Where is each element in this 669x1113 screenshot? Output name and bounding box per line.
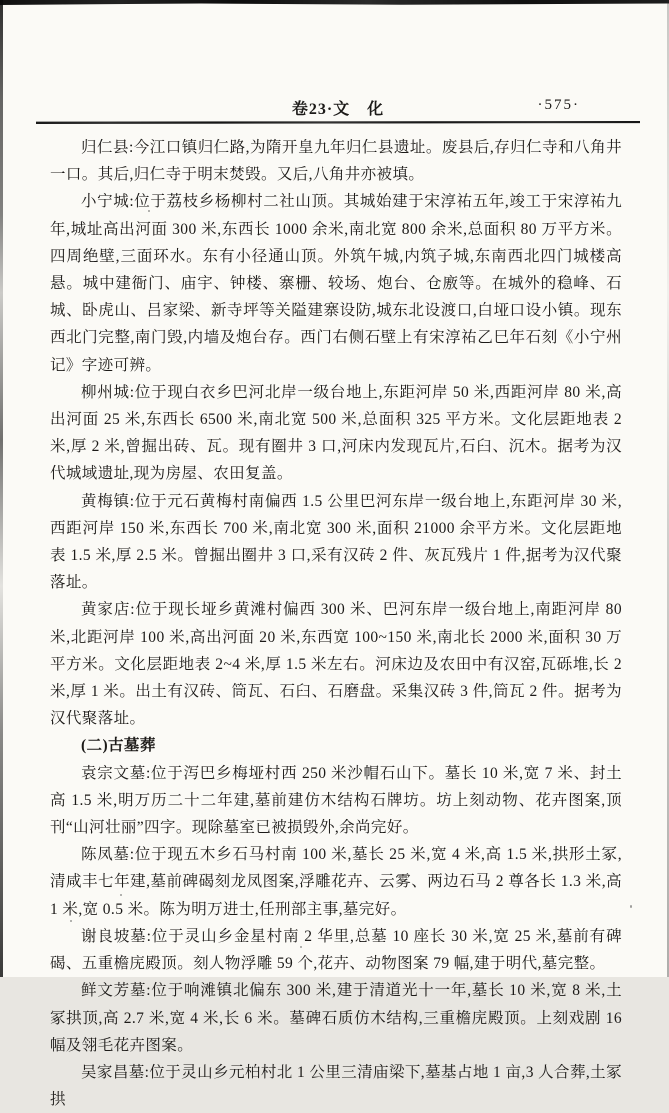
- header-rule: [36, 121, 640, 124]
- scan-speck: [630, 905, 632, 908]
- paragraph: 归仁县:今江口镇归仁路,为隋开皇九年归仁县遗址。废县后,存归仁寺和八角井一口。其后,归仁寺于明末焚毁。又后,八角井亦被填。: [50, 139, 622, 184]
- paragraph: 小宁城:位于荔枝乡杨柳村二社山顶。其城始建于宋淳祐五年,竣工于宋淳祐九年,城址高出河面 300 米,东西长 1000 余米,南北宽 800 余米,总面积 80 万平方米。四周绝壁,三面环水。东有小径通山顶。外筑午城,内筑子城,东南西北四门城楼高悬。城中建衙门、庙宇、钟楼、寨栅、较场、炮台、仓廒等。在城外的稳峰、石城、卧虎山、吕家梁、新寺坪等关隘建寨设防,城东北设渡口,白垭口设小镇。现东西北门完整,南门毁,内墙及炮台存。西门右侧石壁上有宋淳祐乙巳年石刻《小宁州记》字迹可辨。: [50, 193, 622, 374]
- scan-edge-left-artifact: [0, 0, 3, 977]
- paragraph: 鲜文芳墓:位于响滩镇北偏东 300 米,建于清道光十一年,墓长 10 米,宽 8 米,土冢拱顶,高 2.7 米,宽 4 米,长 6 米。墓碑石质仿木结构,三重檐庑殿顶。上刻戏剧 16 幅及翎毛花卉图案。: [50, 982, 622, 1054]
- paragraph: 谢良坡墓:位于灵山乡金星村南 2 华里,总墓 10 座长 30 米,宽 25 米,墓前有碑碣、五重檐庑殿顶。刻人物浮雕 59 个,花卉、动物图案 79 幅,建于明代,墓完整。: [50, 927, 622, 973]
- paragraph: 黄家店:位于现长垭乡黄滩村偏西 300 米、巴河东岸一级台地上,南距河岸 80 米,北距河岸 100 米,高出河面 20 米,东西宽 100~150 米,南北长 2000 米,面积 30 万平方米。文化层距地表 2~4 米,厚 1.5 米左右。河床边及农田中有汉窑,瓦砾堆,长 2 米,厚 1 米。出土有汉砖、筒瓦、石臼、石磨盘。采集汉砖 3 件,筒瓦 2 件。据考为汉代聚落址。: [50, 601, 622, 728]
- paragraph: 吴家昌墓:位于灵山乡元柏村北 1 公里三清庙梁下,墓基占地 1 亩,3 人合葬,土冢拱: [50, 1063, 622, 1109]
- section-subheading: (二)古墓葬: [81, 737, 156, 755]
- paragraph: 黄梅镇:位于元石黄梅村南偏西 1.5 公里巴河东岸一级台地上,东距河岸 30 米,西距河岸 150 米,东西长 700 米,南北宽 300 米,面积 21000 余平方米。文化层距地表 1.5 米,厚 2.5 米。曾掘出圈井 3 口,采有汉砖 2 件、灰瓦残片 1 件,据考为汉代聚落址。: [50, 492, 622, 592]
- paragraph: 袁宗文墓:位于泻巴乡梅垭村西 250 米沙帽石山下。墓长 10 米,宽 7 米、封土高 1.5 米,明万历二十二年建,墓前建仿木结构石牌坊。坊上刻动物、花卉图案,顶刊“山河壮丽”四字。现除墓室已被损毁外,余尚完好。: [50, 764, 622, 837]
- page-number: ·575·: [537, 97, 580, 113]
- running-header: [36, 96, 640, 120]
- paragraph: 柳州城:位于现白衣乡巴河北岸一级台地上,东距河岸 50 米,西距河岸 80 米,高出河面 25 米,东西长 6500 米,南北宽 500 米,总面积 325 平方米。文化层距地表 2 米,厚 2 米,曾掘出砖、瓦。现有圈井 3 口,河床内发现瓦片,石臼、沉木。据考为汉代城域遗址,现为房屋、农田复盖。: [50, 383, 622, 483]
- chapter-title: 卷23·文 化: [291, 101, 385, 118]
- scan-edge-top-artifact: [0, 0, 669, 5]
- paragraph: 陈凤墓:位于现五木乡石马村南 100 米,墓长 25 米,宽 4 米,高 1.5 米,拱形土冢,清咸丰七年建,墓前碑碣刻龙凤图案,浮雕花卉、云雾、两边石马 2 尊各长 1.3 米,高 1 米,宽 0.5 米。陈为明万进士,任刑部主事,墓完好。: [50, 846, 622, 918]
- page-body: [50, 134, 622, 1113]
